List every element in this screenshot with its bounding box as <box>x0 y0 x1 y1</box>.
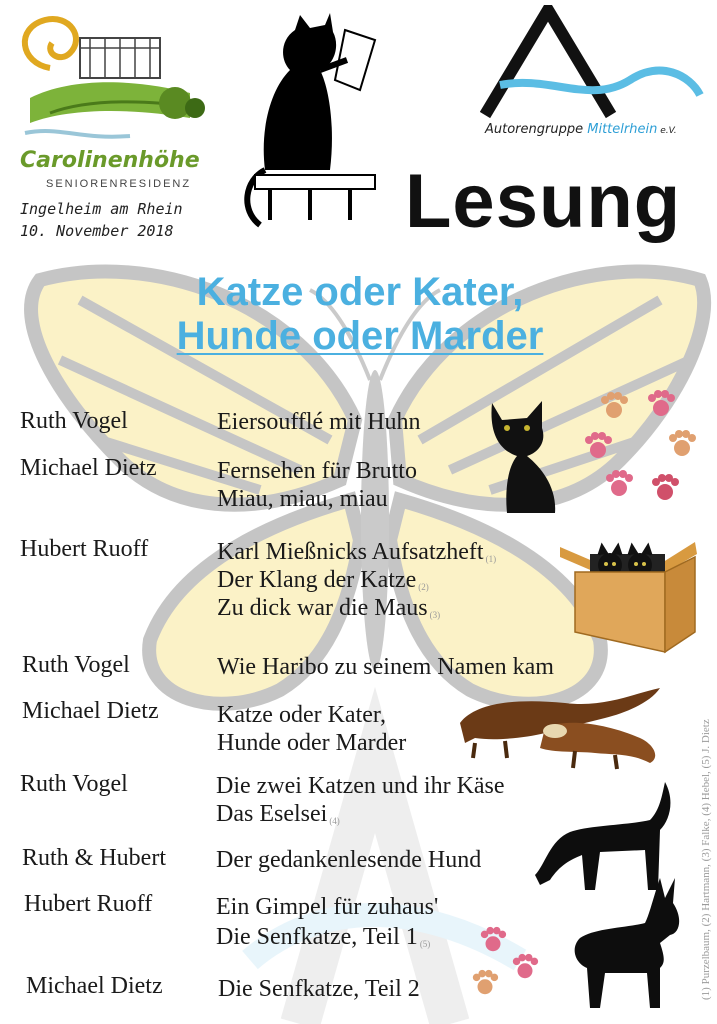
event-date: 10. November 2018 <box>20 222 174 240</box>
title-line-2: Hunde oder Marder <box>176 314 544 358</box>
paw-print-icon <box>478 925 508 955</box>
logo-subtitle: SENIORENRESIDENZ <box>46 178 192 190</box>
paw-print-icon <box>582 430 614 462</box>
story-title: Die zwei Katzen und ihr Käse <box>216 773 505 799</box>
ag-suffix: e.V. <box>657 126 677 136</box>
story-title: Die Senfkatze, Teil 1 (5) <box>216 924 431 950</box>
ag-highlight: Mittelrhein <box>587 122 658 137</box>
image-credits: (1) Purzelbaum, (2) Hartmann, (3) Falke, (4) Hebel, (5) J. Dietz <box>700 719 712 1000</box>
story-ref: (4) <box>329 816 340 826</box>
donkey-silhouette-icon <box>565 873 685 1013</box>
paw-print-icon <box>645 388 677 420</box>
story-title: Wie Haribo zu seinem Namen kam <box>217 654 554 680</box>
story-title: Ein Gimpel für zuhaus' <box>216 894 439 920</box>
story-title: Karl Mießnicks Aufsatzheft (1) <box>217 539 497 565</box>
reader-name: Michael Dietz <box>26 973 163 999</box>
carolinenhoehe-emblem <box>10 8 210 148</box>
cats-in-box-icon <box>555 532 700 657</box>
reader-name: Ruth Vogel <box>22 652 130 678</box>
story-ref: (5) <box>419 939 431 949</box>
reader-name: Michael Dietz <box>22 698 159 724</box>
paw-print-icon <box>649 472 681 504</box>
paw-print-icon <box>510 952 540 982</box>
story-title: Eiersoufflé mit Huhn <box>217 409 421 435</box>
event-title <box>100 270 620 358</box>
story-title: Fernsehen für Brutto <box>217 458 417 484</box>
lesung-heading: Lesung <box>405 159 682 244</box>
reader-name: Michael Dietz <box>20 455 157 481</box>
black-cat-icon <box>487 398 567 518</box>
story-title: Hunde oder Marder <box>217 730 407 756</box>
logo-place: Ingelheim am Rhein <box>20 200 183 218</box>
story-ref: (2) <box>418 582 429 592</box>
story-title: Katze oder Kater, <box>217 702 386 728</box>
reader-name: Ruth Vogel <box>20 408 128 434</box>
reader-name: Ruth & Hubert <box>22 845 166 871</box>
story-ref: (1) <box>485 554 497 564</box>
ag-prefix: Autorengruppe <box>485 122 588 137</box>
story-title: Zu dick war die Maus (3) <box>217 595 441 621</box>
autorengruppe-name <box>485 122 677 137</box>
autorengruppe-emblem <box>480 5 715 120</box>
reader-name: Hubert Ruoff <box>20 536 149 562</box>
reader-name: Hubert Ruoff <box>24 891 153 917</box>
story-title: Der gedankenlesende Hund <box>216 847 482 873</box>
story-title: Die Senfkatze, Teil 2 <box>218 976 420 1002</box>
title-line-1: Katze oder Kater, <box>196 270 524 314</box>
paw-print-icon <box>598 390 630 422</box>
reading-cat-icon <box>235 10 385 240</box>
reader-name: Ruth Vogel <box>20 771 128 797</box>
story-ref: (3) <box>429 610 441 620</box>
autorengruppe-logo <box>480 5 715 150</box>
paw-print-icon <box>603 468 635 500</box>
story-title: Miau, miau, miau <box>217 486 388 512</box>
paw-print-icon <box>470 968 500 998</box>
martens-icon <box>455 683 665 773</box>
paw-print-icon <box>666 428 698 460</box>
story-title: Der Klang der Katze (2) <box>217 567 429 593</box>
logo-name: Carolinenhöhe <box>20 148 200 173</box>
carolinenhoehe-logo <box>10 8 210 248</box>
story-title: Das Eselsei (4) <box>216 801 340 827</box>
